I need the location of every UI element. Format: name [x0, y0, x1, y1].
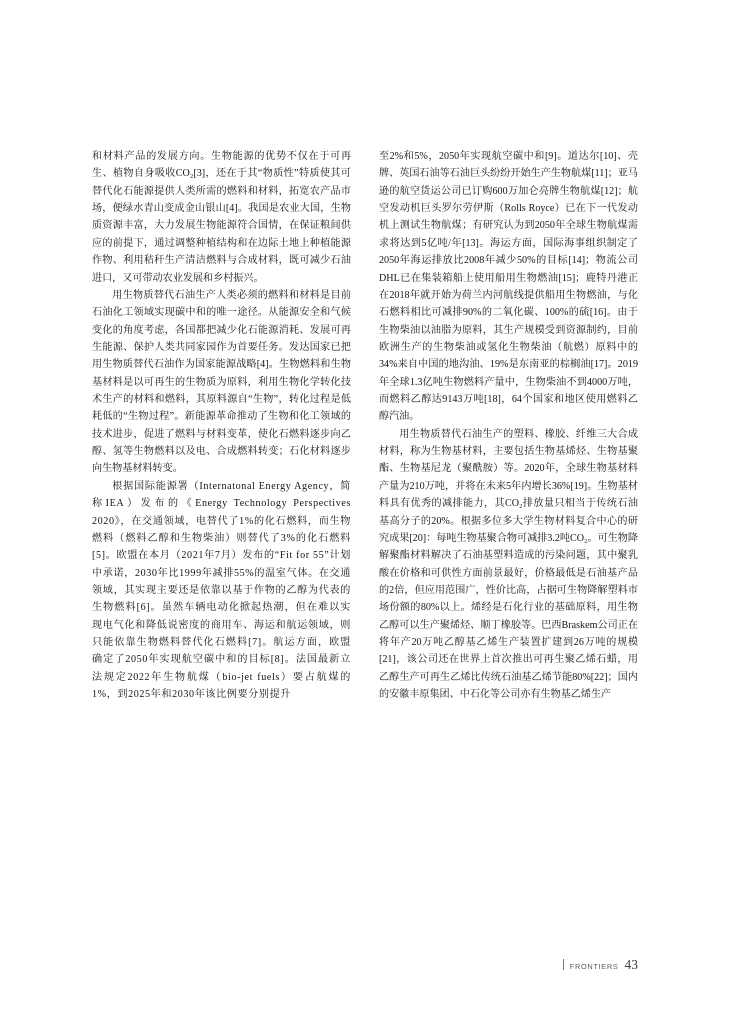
paragraph: 用生物质替代石油生产的塑料、橡胶、纤维三大合成材料，称为生物基材料，主要包括生物基烯烃、生物基聚酯、生物基尼龙（聚酰胺）等。2020年，全球生物基材料产量为210万吨，并将在未来5年内增长36%[19]。生物基材料具有优秀的减排能力，其CO₂排放量只相当于传统石油基高分子的20%。根据多位多大学生物材料复合中心的研究成果[20]：每吨生物基聚合物可减排3.2吨CO₂。可生物降解聚酯材料解决了石油基塑料造成的污染问题，其中聚乳酸在价格和可供性方面前景最好，价格最低是石油基产品的2倍，但应用范围广，性价比高，占据可生物降解塑料市场份额的80%以上。烯经是石化行业的基础原料，用生物乙醇可以生产聚烯烃、顺丁橡胶等。巴西Braskem公司正在将年产20万吨乙醇基乙烯生产装置扩建到26万吨的规模[21]，该公司还在世界上首次推出可再生聚乙烯石蜡，用乙醇生产可再生乙烯比传统石油基乙烯节能80%[22]；国内的安徽丰原集团、中石化等公司亦有生物基乙烯生产 [379, 428, 638, 701]
paragraph: 和材料产品的发展方向。生物能源的优势不仅在于可再生、植物自身吸收CO₂[3]，还在于其“物质性”特质使其可替代化石能源提供人类所需的燃料和材料，拓宽农产品市场，便绿水青山变成金山银山[4]。我国是农业大国，生物质资源丰富，大力发展生物能源符合国情，在保证粮间供应的前提下，通过调整种植结构和在边际土地上种植能源作物、利用秸秆生产清洁燃料与合成材料，既可减少石油进口，又可带动农业发展和乡村振兴。 [92, 151, 351, 284]
page-footer [0, 956, 730, 974]
column-right [379, 148, 638, 938]
paragraph: 至2%和5%，2050年实现航空碳中和[9]。道达尔[10]、壳牌、英国石油等石油巨头纷纷开始生产生物航煤[11]；亚马逊的航空货运公司已订购600万加仑亮牌生物航煤[12]；航空发动机巨头罗尔劳伊斯（Rolls Royce）已在下一代发动机上测试生物航煤；有研究认为到2050年全球生物航煤需求将达到5亿吨/年[13]。海运方面，国际海事组织制定了2050年海运排放比2008年减少50%的目标[14]；物流公司DHL已在集装箱船上使用船用生物燃油[15]；鹿特丹港正在2018年就开始为荷兰内河航线提供船用生物燃油，与化石燃料相比可减排90%的二氧化碳、100%的硫[16]。由于生物柴油以油脂为原料，其生产规模受到资源制约，目前欧洲生产的生物柴油或氢化生物柴油（航燃）原料中的34%来自中国的地沟油、19%是东南亚的棕榈油[17]。2019年全球1.3亿吨生物燃料产量中，生物柴油不到4000万吨，而燃料乙醇达9143万吨[18]，64个国家和地区使用燃料乙醇汽油。 [379, 151, 638, 423]
column-left [92, 148, 351, 938]
paragraph: 用生物质替代石油生产人类必须的燃料和材料是目前石油化工领域实现碳中和的唯一途径。从能源安全和气候变化的角度考虑，各国都把减少化石能源消耗、发展可再生能源、保护人类共同家园作为首要任务。发达国家已把用生物质替代石油作为国家能源战略[4]。生物燃料和生物基材料是以可再生的生物质为原料，利用生物化学转化技术生产的材料和燃料，其原料源自“生物”，转化过程是低耗低的“生物过程”。新能源革命推动了生物和化工领域的技术进步，促进了燃料与材料变革，使化石燃料逐步向乙醇、氢等生物燃料以及电、合成燃料转变；石化材料逐步向生物基材料转变。 [92, 289, 351, 475]
footer-brand: FRONTIERS [569, 962, 619, 971]
page-number: 43 [624, 957, 638, 972]
footer-divider-icon [563, 959, 564, 970]
two-column-body [92, 148, 638, 938]
paragraph: 根据国际能源署（Internatonal Energy Agency，简称IEA）发布的《Energy Technology Perspectives 2020》，在交通领域，电替代了1%的化石燃料，而生物燃料（燃料乙醇和生物柴油）则替代了3%的化石燃料[5]。欧盟在本月（2021年7月）发布的“Fit for 55”计划中承诺，2030年比1999年减排55%的温室气体。在交通领域，其实现主要还是依靠以基于作物的乙醇为代表的生物燃料[6]。虽然车辆电动化掀起热潮，但在难以实现电气化和降低说密度的商用车、海运和航运领域，则只能依靠生物燃料替代化石燃料[7]。航运方面，欧盟确定了2050年实现航空碳中和的目标[8]。法国最新立法规定2022年生物航煤（bio-jet fuels）要占航煤的1%，到2025年和2030年该比例要分别提升 [92, 480, 351, 701]
